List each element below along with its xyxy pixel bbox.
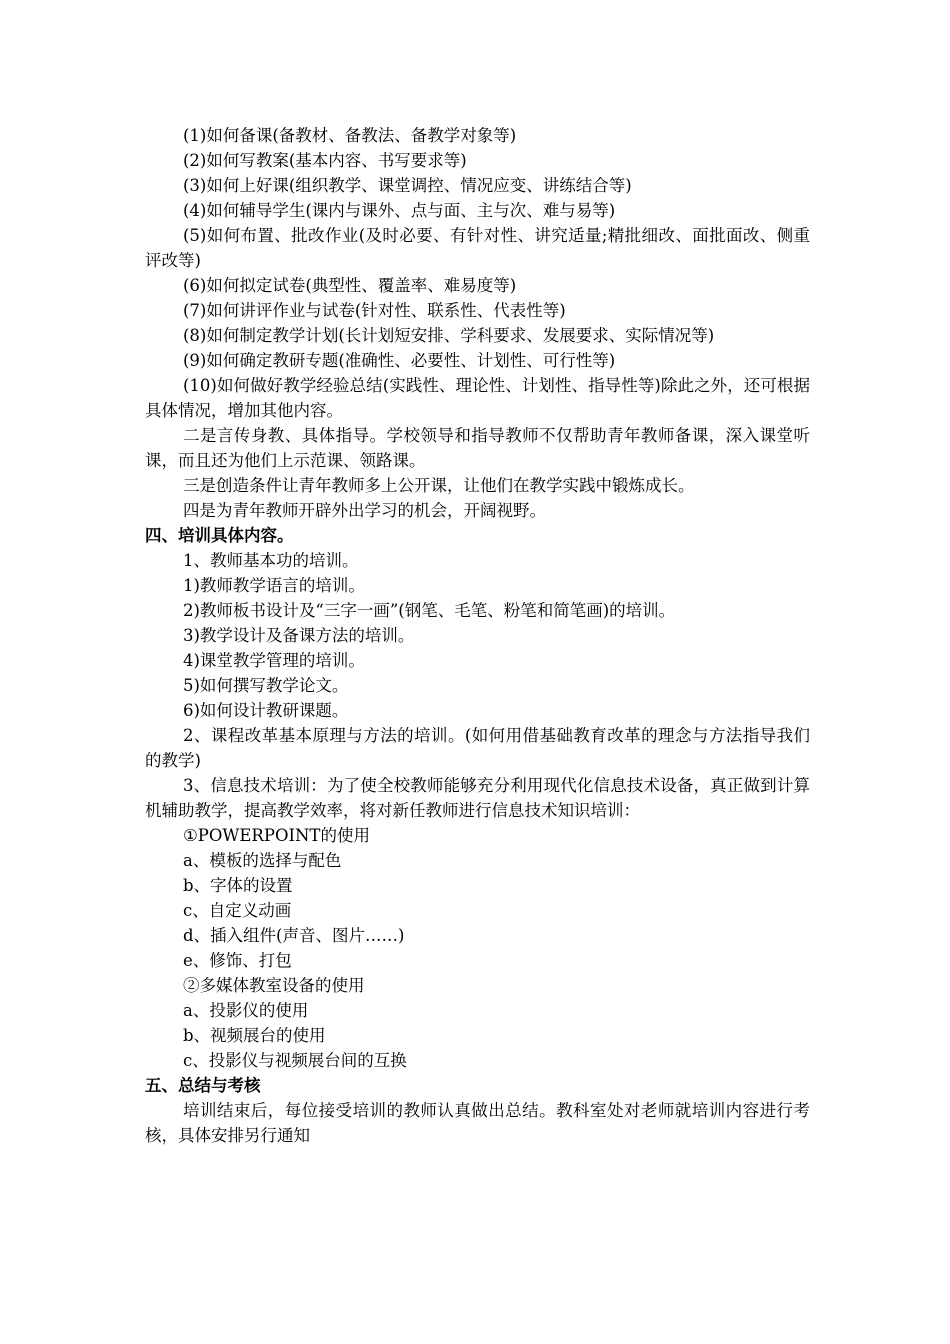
paragraph: ①POWERPOINT的使用 [183, 826, 370, 845]
paragraph: (6)如何拟定试卷(典型性、覆盖率、难易度等) [183, 276, 517, 295]
paragraph: (2)如何写教案(基本内容、书写要求等) [183, 151, 467, 170]
section-heading: 五、总结与考核 [145, 1076, 261, 1095]
paragraph: a、投影仪的使用 [183, 1001, 309, 1020]
document-page [145, 123, 810, 1148]
paragraph: (10)如何做好教学经验总结(实践性、理论性、计划性、指导性等)除此之外，还可根据具体情况，增加其他内容。 [145, 376, 810, 420]
paragraph: 培训结束后，每位接受培训的教师认真做出总结。教科室处对老师就培训内容进行考核，具体安排另行通知 [145, 1101, 810, 1145]
paragraph: e、修饰、打包 [183, 951, 292, 970]
paragraph: (9)如何确定教研专题(准确性、必要性、计划性、可行性等) [183, 351, 616, 370]
paragraph: 四是为青年教师开辟外出学习的机会，开阔视野。 [183, 501, 546, 520]
paragraph: ②多媒体教室设备的使用 [183, 976, 365, 995]
paragraph: 3、信息技术培训：为了使全校教师能够充分利用现代化信息技术设备，真正做到计算机辅助教学，提高教学效率，将对新任教师进行信息技术知识培训： [145, 776, 810, 820]
paragraph: 1)教师教学语言的培训。 [183, 576, 365, 595]
paragraph: 6)如何设计教研课题。 [183, 701, 349, 720]
paragraph: (1)如何备课(备教材、备教法、备教学对象等) [183, 126, 517, 145]
paragraph: 4)课堂教学管理的培训。 [183, 651, 365, 670]
paragraph: 2、课程改革基本原理与方法的培训。(如何用借基础教育改革的理念与方法指导我们的教学) [145, 726, 810, 770]
paragraph: d、插入组件(声音、图片……) [183, 926, 405, 945]
paragraph: (4)如何辅导学生(课内与课外、点与面、主与次、难与易等) [183, 201, 616, 220]
paragraph: 3)教学设计及备课方法的培训。 [183, 626, 415, 645]
paragraph: (8)如何制定教学计划(长计划短安排、学科要求、发展要求、实际情况等) [183, 326, 715, 345]
paragraph: (7)如何讲评作业与试卷(针对性、联系性、代表性等) [183, 301, 566, 320]
paragraph: b、视频展台的使用 [183, 1026, 326, 1045]
paragraph: c、投影仪与视频展台间的互换 [183, 1051, 407, 1070]
paragraph: a、模板的选择与配色 [183, 851, 342, 870]
paragraph: 1、教师基本功的培训。 [183, 551, 359, 570]
paragraph: 5)如何撰写教学论文。 [183, 676, 349, 695]
paragraph: (3)如何上好课(组织教学、课堂调控、情况应变、讲练结合等) [183, 176, 632, 195]
paragraph: 三是创造条件让青年教师多上公开课，让他们在教学实践中锻炼成长。 [183, 476, 695, 495]
paragraph: 二是言传身教、具体指导。学校领导和指导教师不仅帮助青年教师备课，深入课堂听课，而且还为他们上示范课、领路课。 [145, 426, 810, 470]
paragraph: c、自定义动画 [183, 901, 292, 920]
paragraph: b、字体的设置 [183, 876, 293, 895]
paragraph: (5)如何布置、批改作业(及时必要、有针对性、讲究适量;精批细改、面批面改、侧重评改等) [145, 226, 810, 270]
section-heading: 四、培训具体内容。 [145, 526, 294, 545]
paragraph: 2)教师板书设计及“三字一画”(钢笔、毛笔、粉笔和简笔画)的培训。 [183, 601, 676, 620]
